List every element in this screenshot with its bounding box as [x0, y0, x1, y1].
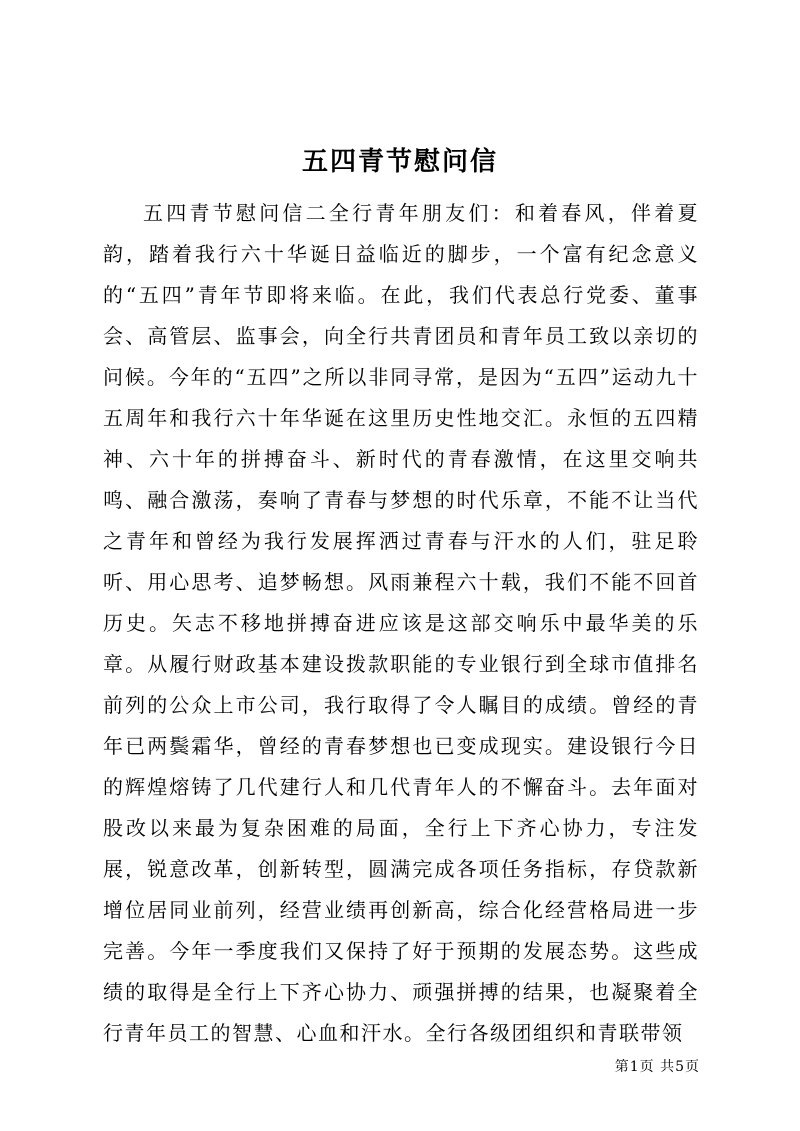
- document-title: 五四青节慰问信: [301, 147, 498, 177]
- document-body-paragraph: 五四青节慰问信二全行青年朋友们：和着春风，伴着夏韵，踏着我行六十华诞日益临近的脚步，一个富有纪念意义的“五四”青年节即将来临。在此，我们代表总行党委、董事会、高管层、监事会，向全行共青团员和青年员工致以亲切的问候。今年的“五四”之所以非同寻常，是因为“五四”运动九十五周年和我行六十年华诞在这里历史性地交汇。永恒的五四精神、六十年的拼搏奋斗、新时代的青春激情，在这里交响共鸣、融合激荡，奏响了青春与梦想的时代乐章，不能不让当代之青年和曾经为我行发展挥洒过青春与汗水的人们，驻足聆听、用心思考、追梦畅想。风雨兼程六十载，我们不能不回首历史。矢志不移地拼搏奋进应该是这部交响乐中最华美的乐章。从履行财政基本建设拨款职能的专业银行到全球市值排名前列的公众上市公司，我行取得了令人瞩目的成绩。曾经的青年已两鬓霜华，曾经的青春梦想也已变成现实。建设银行今日的辉煌熔铸了几代建行人和几代青年人的不懈奋斗。去年面对股改以来最为复杂困难的局面，全行上下齐心协力，专注发展，锐意改革，创新转型，圆满完成各项任务指标，存贷款新增位居同业前列，经营业绩再创新高，综合化经营格局进一步完善。今年一季度我们又保持了好于预期的发展态势。这些成绩的取得是全行上下齐心协力、顽强拼搏的结果，也凝聚着全行青年员工的智慧、心血和汗水。全行各级团组织和青联带领: [103, 201, 699, 1045]
- page-number-footer: 第1页 共5页: [614, 1059, 700, 1075]
